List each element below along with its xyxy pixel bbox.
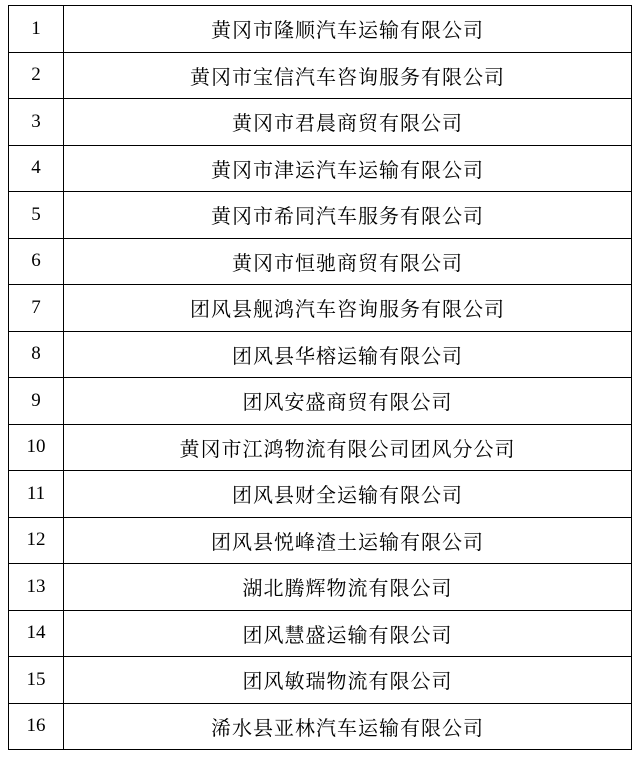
- row-number: 16: [9, 703, 64, 750]
- row-number: 2: [9, 52, 64, 99]
- company-name: 团风县悦峰渣土运输有限公司: [64, 517, 632, 564]
- row-number: 7: [9, 285, 64, 332]
- company-name: 黄冈市江鸿物流有限公司团风分公司: [64, 424, 632, 471]
- row-number: 14: [9, 610, 64, 657]
- company-name: 团风县舰鸿汽车咨询服务有限公司: [64, 285, 632, 332]
- company-name: 团风县华榕运输有限公司: [64, 331, 632, 378]
- table-row: [9, 610, 632, 657]
- table-row: [9, 657, 632, 704]
- table-row: [9, 331, 632, 378]
- row-number: 3: [9, 99, 64, 146]
- row-number: 8: [9, 331, 64, 378]
- row-number: 6: [9, 238, 64, 285]
- row-number: 1: [9, 6, 64, 53]
- table-row: [9, 192, 632, 239]
- company-name: 团风敏瑞物流有限公司: [64, 657, 632, 704]
- company-name: 湖北腾辉物流有限公司: [64, 564, 632, 611]
- row-number: 10: [9, 424, 64, 471]
- company-name: 黄冈市君晨商贸有限公司: [64, 99, 632, 146]
- table-row: [9, 703, 632, 750]
- company-name: 浠水县亚林汽车运输有限公司: [64, 703, 632, 750]
- company-name: 黄冈市隆顺汽车运输有限公司: [64, 6, 632, 53]
- table-row: [9, 99, 632, 146]
- table-row: [9, 285, 632, 332]
- table-row: [9, 517, 632, 564]
- company-table: [8, 5, 632, 750]
- row-number: 11: [9, 471, 64, 518]
- table-row: [9, 52, 632, 99]
- table-row: [9, 145, 632, 192]
- row-number: 9: [9, 378, 64, 425]
- company-name: 黄冈市希同汽车服务有限公司: [64, 192, 632, 239]
- company-name: 黄冈市恒驰商贸有限公司: [64, 238, 632, 285]
- company-name: 团风慧盛运输有限公司: [64, 610, 632, 657]
- row-number: 13: [9, 564, 64, 611]
- table-row: [9, 6, 632, 53]
- company-name: 团风安盛商贸有限公司: [64, 378, 632, 425]
- row-number: 12: [9, 517, 64, 564]
- company-name: 黄冈市宝信汽车咨询服务有限公司: [64, 52, 632, 99]
- table-row: [9, 471, 632, 518]
- table-row: [9, 424, 632, 471]
- row-number: 15: [9, 657, 64, 704]
- company-name: 团风县财全运输有限公司: [64, 471, 632, 518]
- company-name: 黄冈市津运汽车运输有限公司: [64, 145, 632, 192]
- table-row: [9, 378, 632, 425]
- table-row: [9, 238, 632, 285]
- row-number: 5: [9, 192, 64, 239]
- row-number: 4: [9, 145, 64, 192]
- table-row: [9, 564, 632, 611]
